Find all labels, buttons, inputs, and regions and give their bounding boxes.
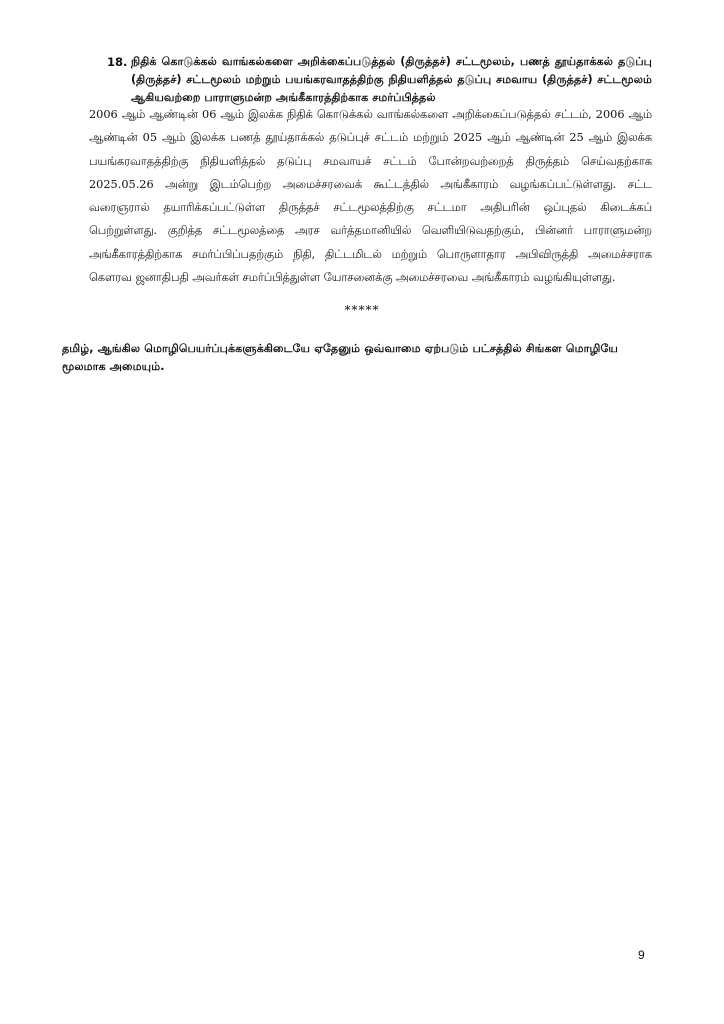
language-disclaimer: தமிழ், ஆங்கில மொழிபெயர்ப்புக்களுக்கிடையே ஏதேனும் ஒவ்வாமை ஏற்படும் பட்சத்தில் சிங்கள மொழியே மூலமாக அமையும். [62, 342, 618, 373]
section-heading [107, 53, 652, 107]
separator-stars: ***** [344, 303, 380, 317]
section-number: 18. [107, 55, 128, 69]
section-title: நிதிக் கொடுக்கல் வாங்கல்களை அறிக்கைப்படுத்தல் (திருத்தச்) சட்டமூலம், பணத் தூய்தாக்கல் தடுப்பு (திருத்தச்) சட்டமூலம் மற்றும் பயங்கரவாதத்திற்கு நிதியளித்தல் தடுப்பு சமவாய (திருத்தச்) சட்டமூலம் ஆகியவற்றை பாராளுமன்ற அங்கீகாரத்திற்காக சமர்ப்பித்தல் [131, 55, 652, 104]
page-number: 9 [638, 948, 645, 962]
section-body: 2006 ஆம் ஆண்டின் 06 ஆம் இலக்க நிதிக் கொடுக்கல் வாங்கல்களை அறிக்கைப்படுத்தல் சட்டம், 2006 ஆம் ஆண்டின் 05 ஆம் இலக்க பணத் தூய்தாக்கல் தடுப்புச் சட்டம் மற்றும் 2025 ஆம் ஆண்டின் 25 ஆம் இலக்க பயங்கரவாதத்திற்கு நிதியளித்தல் தடுப்பு சமவாயச் சட்டம் போன்றவற்றைத் திருத்தம் செய்வதற்காக 2025.05.26 அன்று இடம்பெற்ற அமைச்சரவைக் கூட்டத்தில் அங்கீகாரம் வழங்கப்பட்டுள்ளது. சட்ட வரைஞரால் தயாரிக்கப்பட்டுள்ள திருத்தச் சட்டமூலத்திற்கு சட்டமா அதிபரின் ஒப்புதல் கிடைக்கப் பெற்றுள்ளது. குறித்த சட்டமூலத்தை அரச வர்த்தமானியில் வெளியிடுவதற்கும், பின்னர் பாராளுமன்ற அங்கீகாரத்திற்காக சமர்ப்பிப்பதற்கும் நிதி, திட்டமிடல் மற்றும் பொருளாதார அபிவிருத்தி அமைச்சராக கௌரவ ஜனாதிபதி அவர்கள் சமர்ப்பித்துள்ள யோசனைக்கு அமைச்சரவை அங்கீகாரம் வழங்கியுள்ளது. [89, 108, 652, 285]
